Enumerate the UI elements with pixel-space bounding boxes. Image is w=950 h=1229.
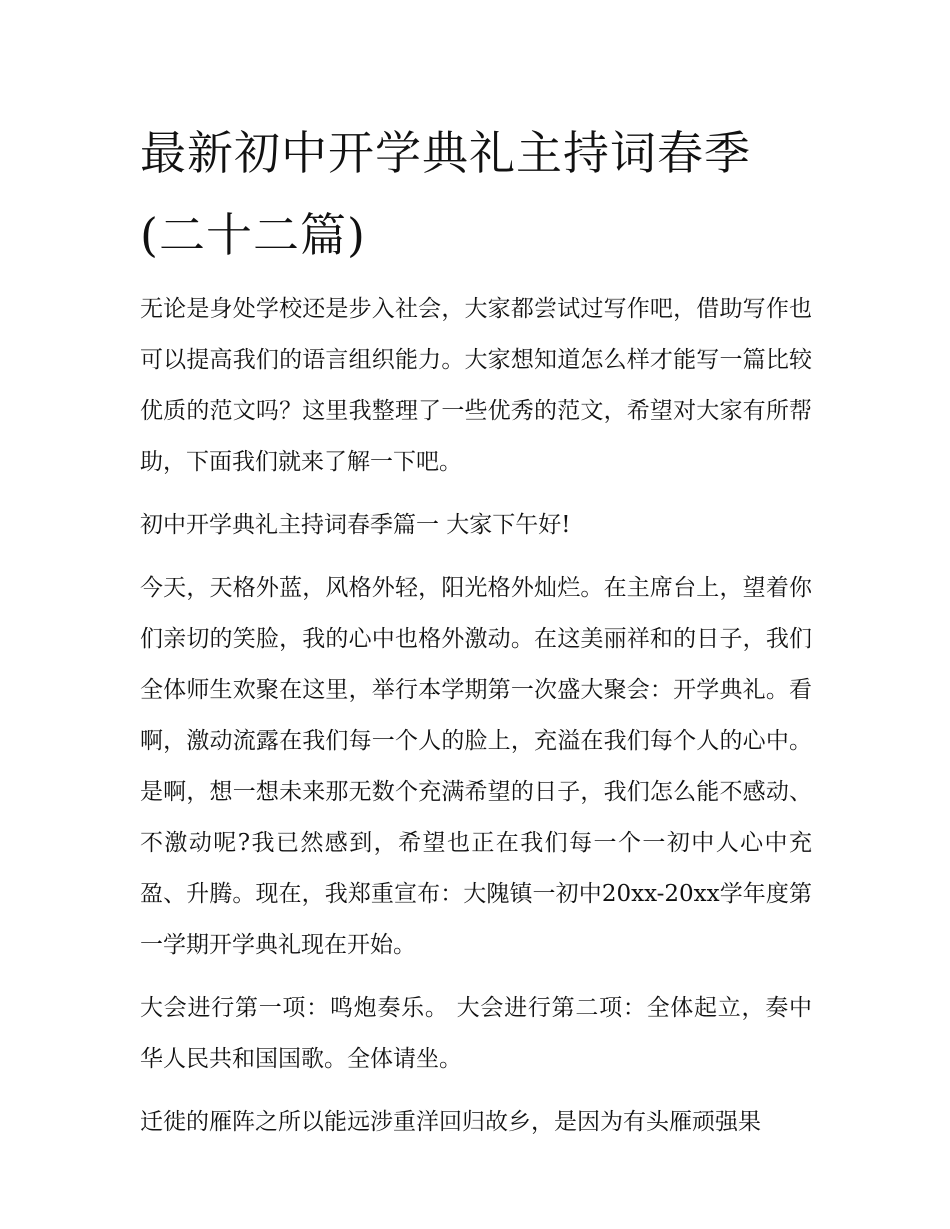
title-line-2: (二十二篇)	[140, 208, 366, 262]
intro-paragraph: 无论是身处学校还是步入社会，大家都尝试过写作吧，借助写作也可以提高我们的语言组织能力。大家想知道怎么样才能写一篇比较优质的范文吗？这里我整理了一些优秀的范文，希望对大家有所帮助，下面我们就来了解一下吧。	[140, 296, 812, 475]
title-line-1: 最新初中开学典礼主持词春季	[140, 126, 751, 180]
agenda-paragraph: 大会进行第一项：鸣炮奏乐。 大会进行第二项：全体起立，奏中华人民共和国国歌。全体请坐。	[140, 995, 812, 1072]
document-content	[140, 112, 812, 1148]
closing-partial-paragraph: 迁徙的雁阵之所以能远涉重洋回归故乡，是因为有头雁顽强果	[140, 1109, 761, 1135]
section-heading-paragraph: 初中开学典礼主持词春季篇一 大家下午好!	[140, 512, 571, 538]
opening-speech-paragraph: 今天，天格外蓝，风格外轻，阳光格外灿烂。在主席台上，望着你们亲切的笑脸，我的心中也格外激动。在这美丽祥和的日子，我们全体师生欢聚在这里，举行本学期第一次盛大聚会：开学典礼。看啊，激动流露在我们每一个人的脸上，充溢在我们每个人的心中。是啊，想一想未来那无数个充满希望的日子，我们怎么能不感动、不激动呢?我已然感到，希望也正在我们每一个一初中人心中充盈、升腾。现在，我郑重宣布：大隗镇一初中20xx-20xx学年度第一学期开学典礼现在开始。	[140, 575, 812, 958]
document-body	[140, 284, 812, 1148]
document-title	[140, 112, 812, 276]
